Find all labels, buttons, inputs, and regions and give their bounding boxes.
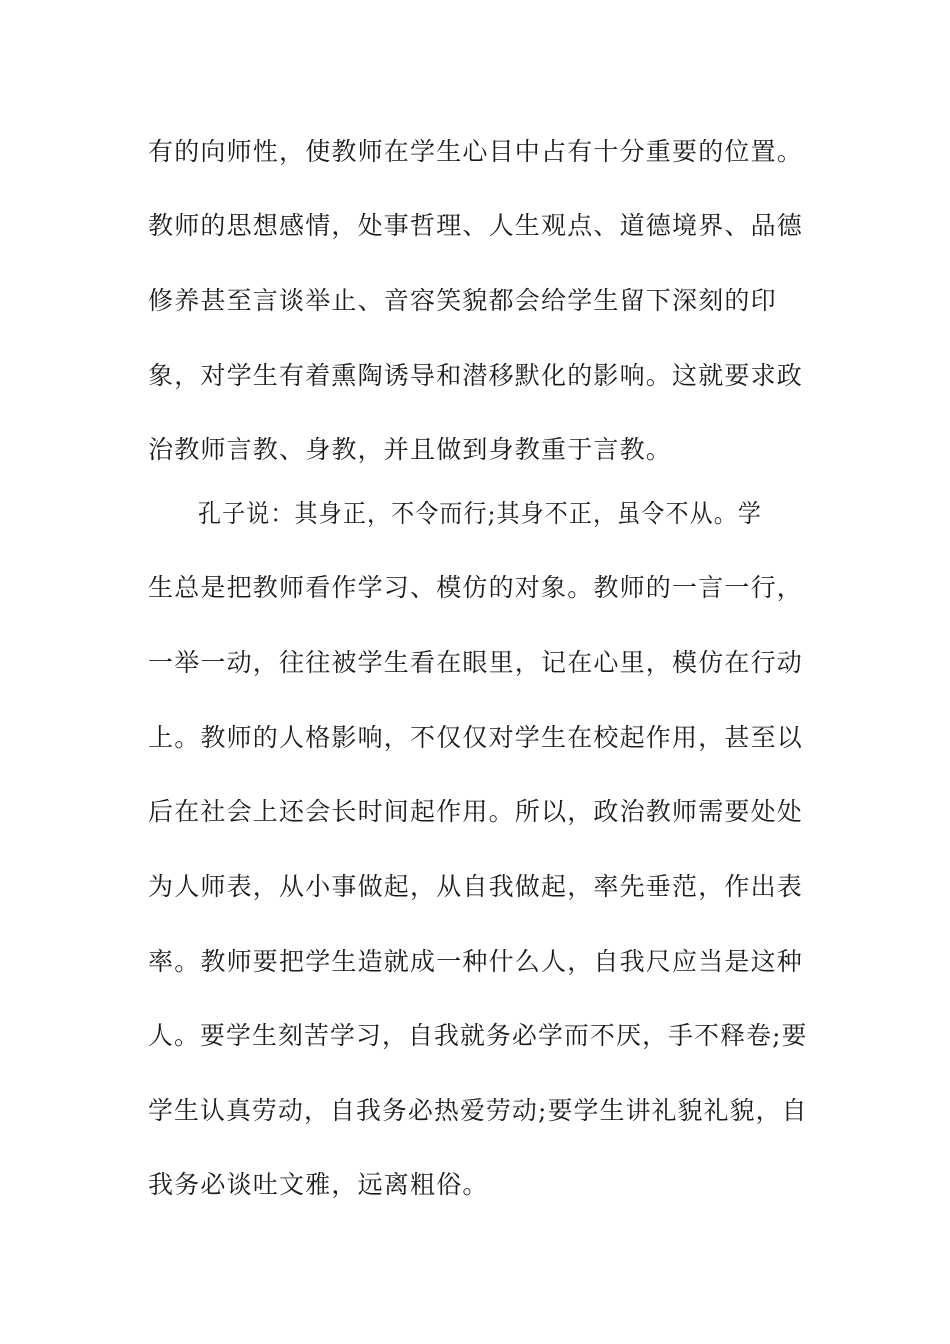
text-line: 一举一动，往往被学生看在眼里，记在心里，模仿在行动 <box>148 648 804 677</box>
text-line: 治教师言教、身教，并且做到身教重于言教。 <box>148 435 673 464</box>
text-line: 生总是把教师看作学习、模仿的对象。教师的一言一行， <box>148 573 804 602</box>
paragraph-first-line: 孔子说：其身正，不令而行;其身不正，虽令不从。学 <box>198 499 762 528</box>
text-line: 我务必谈吐文雅，远离粗俗。 <box>148 1170 489 1199</box>
text-line: 有的向师性，使教师在学生心目中占有十分重要的位置。 <box>148 137 804 166</box>
text-line: 教师的思想感情，处事哲理、人生观点、道德境界、品德 <box>148 211 804 240</box>
text-line: 象，对学生有着熏陶诱导和潜移默化的影响。这就要求政 <box>148 361 804 390</box>
text-line: 上。教师的人格影响，不仅仅对学生在校起作用，甚至以 <box>148 723 804 752</box>
text-line: 学生认真劳动，自我务必热爱劳动;要学生讲礼貌礼貌，自 <box>148 1096 808 1125</box>
text-line: 率。教师要把学生造就成一种什么人，自我尺应当是这种 <box>148 947 804 976</box>
text-line: 修养甚至言谈举止、音容笑貌都会给学生留下深刻的印 <box>148 286 777 315</box>
text-line: 人。要学生刻苦学习，自我就务必学而不厌，手不释卷;要 <box>148 1021 808 1050</box>
text-line: 为人师表，从小事做起，从自我做起，率先垂范，作出表 <box>148 872 804 901</box>
text-line: 后在社会上还会长时间起作用。所以，政治教师需要处处 <box>148 797 804 826</box>
